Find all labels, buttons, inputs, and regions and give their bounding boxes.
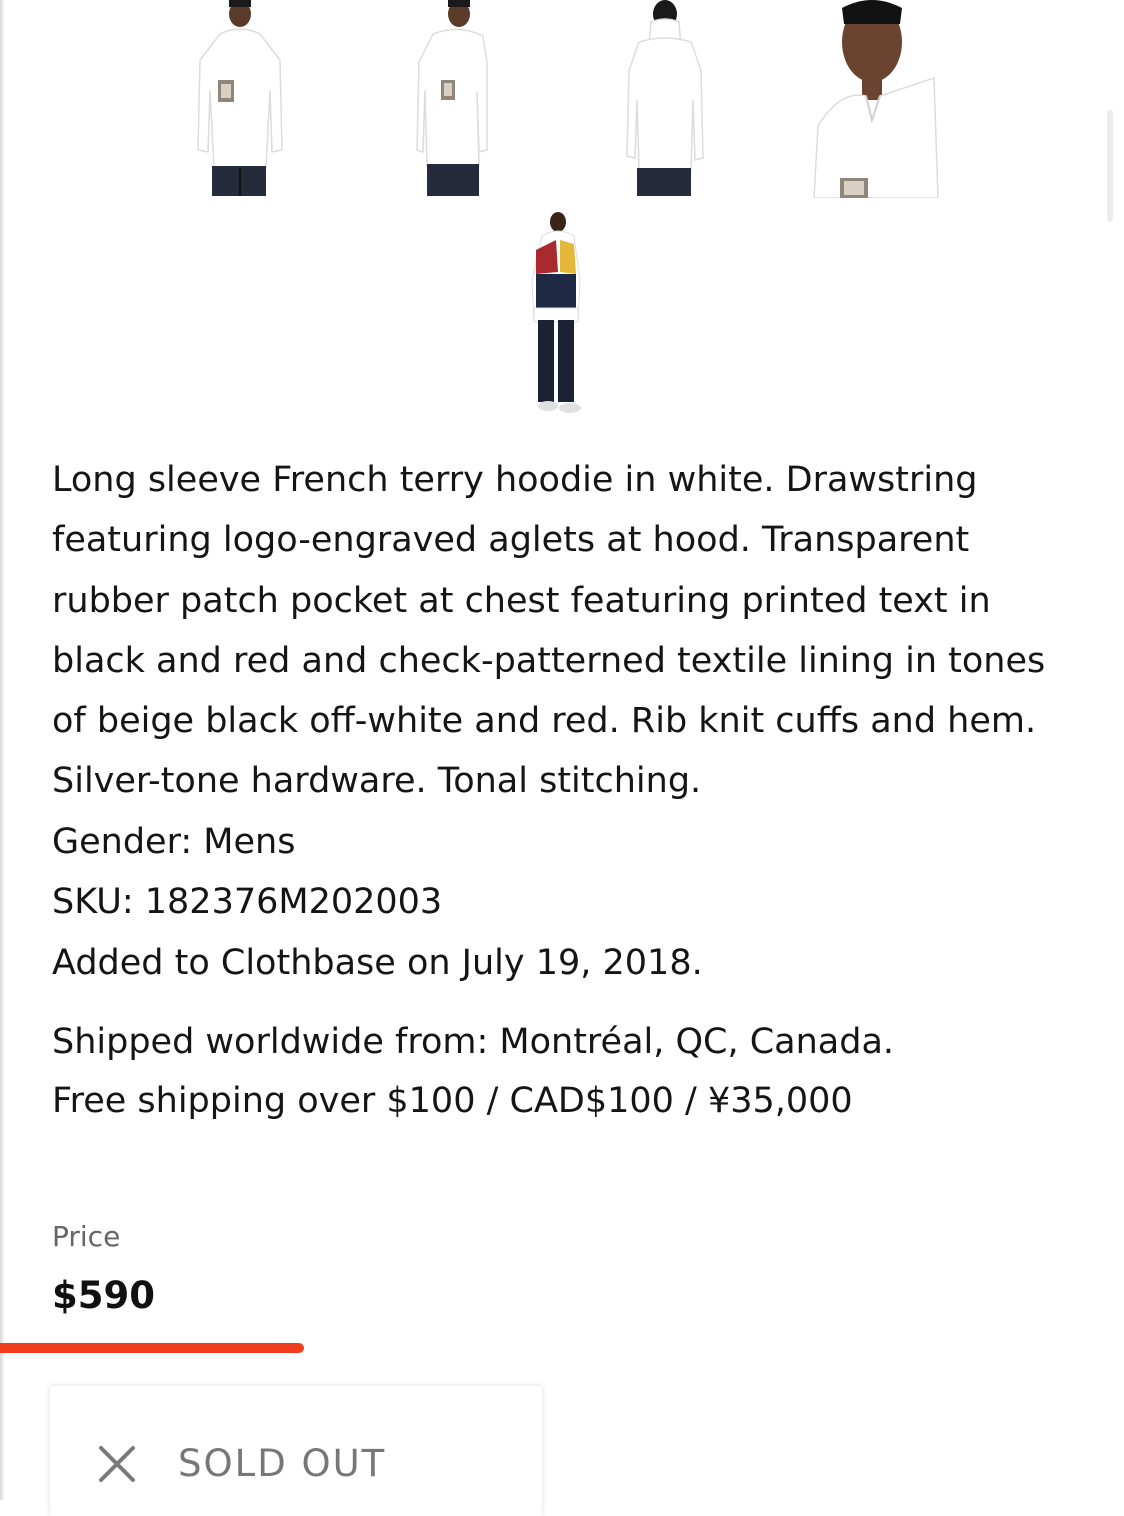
accent-underline [0,1343,304,1353]
scrollbar-thumb[interactable] [1107,110,1113,222]
styled-outfit-photo-icon [520,210,590,420]
free-shipping-note: Free shipping over $100 / CAD$100 / ¥35,000 [52,1081,853,1121]
sold-out-button[interactable] [50,1386,542,1516]
hoodie-back-photo-icon [615,0,715,198]
product-added-date: Added to Clothbase on July 19, 2018. [52,943,703,983]
close-icon [97,1444,137,1484]
product-sku: SKU: 182376M202003 [52,882,443,922]
product-description: Long sleeve French terry hoodie in white. Drawstring featuring logo-engraved aglets at hood. Transparent rubber patch pocket at chest featuring printed text in black and red and check-patterned textile lining in tones of beige black off-white and red. Rib knit cuffs and hem. Silver-tone hardware. Tonal stitching. [52,460,1046,802]
hoodie-front-photo-icon [190,0,290,198]
shipping-origin: Shipped worldwide from: Montréal, QC, Canada. [52,1022,895,1062]
left-edge-shadow [0,0,4,1500]
product-thumbnail-angle[interactable] [405,0,505,198]
price-value: $590 [52,1274,155,1317]
product-thumbnail-back[interactable] [615,0,715,198]
product-gender: Gender: Mens [52,822,296,862]
product-thumbnail-closeup[interactable] [810,0,940,198]
product-thumbnail-front[interactable] [190,0,290,198]
hoodie-angle-photo-icon [405,0,505,198]
product-thumbnail-outfit[interactable] [520,210,590,420]
hoodie-closeup-photo-icon [810,0,940,198]
price-label: Price [52,1220,121,1253]
sold-out-label: SOLD OUT [178,1442,387,1485]
